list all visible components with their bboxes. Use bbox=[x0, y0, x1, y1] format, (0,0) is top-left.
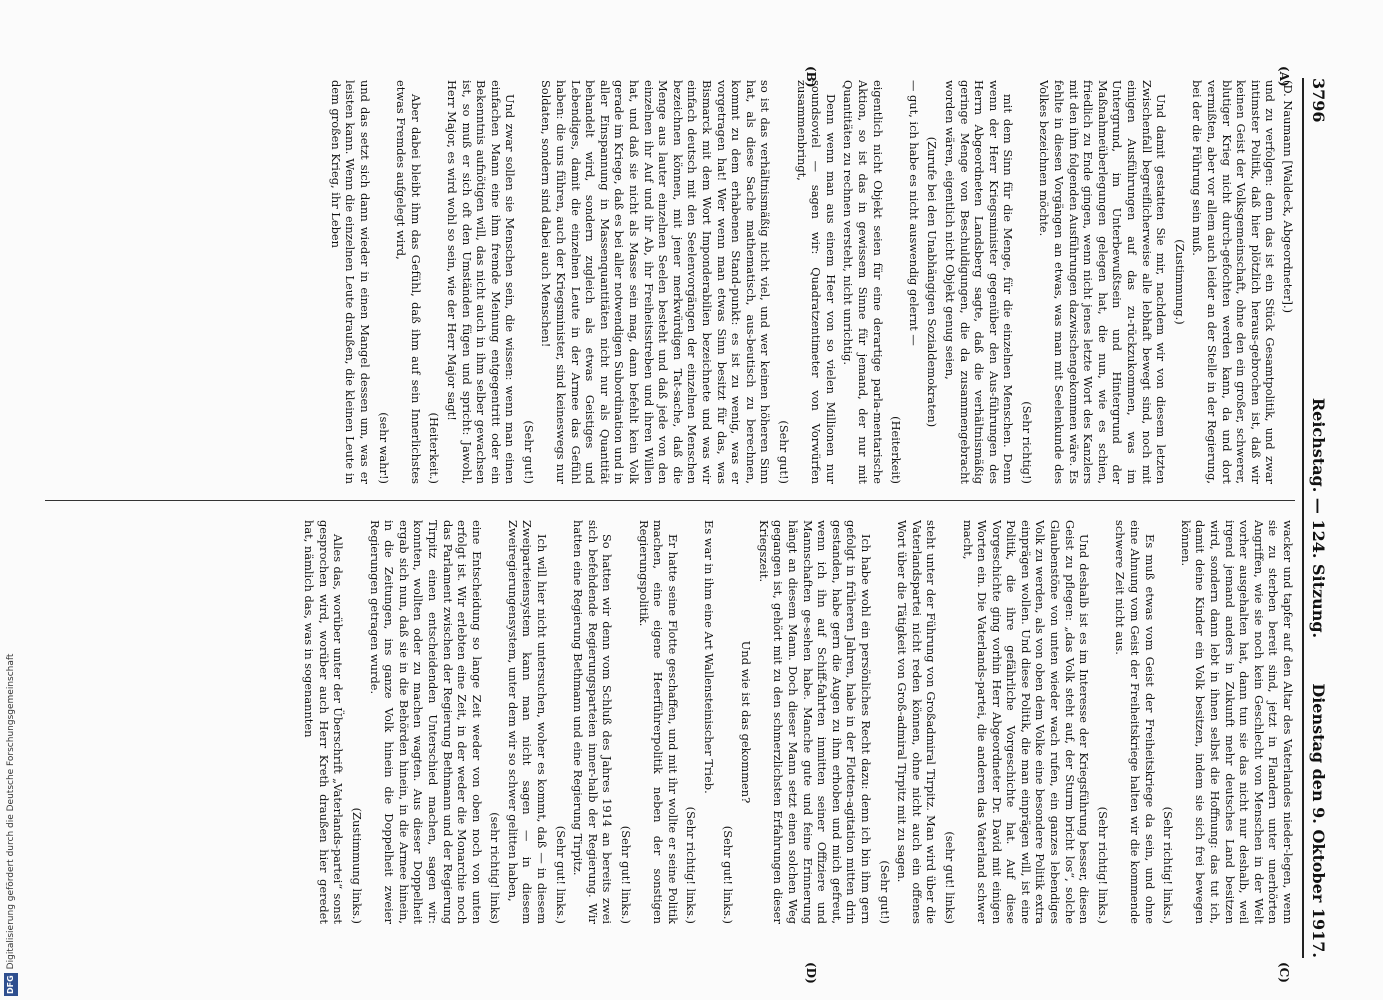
paragraph: Aber dabei bleibt ihm das Gefühl, daß ihm auf sein Innerlichstes etwas Fremdes aufgelegt wird, bbox=[394, 80, 423, 484]
paragraph: Er hatte seine Flotte geschaffen, und mit ihr wollte er seine Politik machen, eine eigene Heerführerpolitik neben der sonstigen Regierungspolitik. bbox=[636, 520, 680, 924]
paragraph: mit dem Sinn für die Menge, für die einzelnen Menschen. Denn wenn der Herr Kriegsminister gegenüber den Aus-führungen des Herrn Abgeordneten Landsberg sagte, daß die verhältnismäßig geringe Menge von Beschuldigungen, die da zusammengebracht worden wären, eigentlich nicht Objekt genug seien, bbox=[942, 80, 1016, 484]
margin-marker-a: (A) bbox=[1277, 66, 1291, 87]
interjection: (Heiterkeit) bbox=[889, 416, 904, 484]
interjection: (Sehr gut! links.) bbox=[619, 825, 634, 924]
paragraph: Und deshalb ist es im Interesse der Kriegsführung besser, diesen Geist zu pflegen: „das Volk steht auf, der Sturm bricht los“, solche Glaubenstöne von unten wieder wach rufen, ein ganzes lebendiges Volk zu werden, als von oben dem Volke eine besondere Politik extra einprägen wollen. Und diese Politik, die man einprägen will, ist eine Politik, die ihre gefährliche Vorgeschichte hat. Auf diese Vorgeschichte ging vorhin Herr Abgeordneter Dr. David mit einigen Worten ein. Die Vaterlands-partei, die anderen das Vaterland schwer macht, bbox=[960, 520, 1092, 924]
column-divider bbox=[45, 500, 1295, 501]
paragraph: wacker und tapfer auf den Altar des Vaterlandes nieder-legen, wenn sie zu sterben bereit sind, jetzt in Flandern unter unerhörten Angriffen, wie sie noch kein Geschlecht von Menschen in der Welt vorher ausgehalten hat, dann tun sie das nicht nur deshalb, weil irgend jemand anders in Zukunft mehr deutsches Land besitzen wird, sondern dann lebt in ihnen selbst die Hoffnung: das tut ich, damit deine Kinder ein Volk besitzen, indem sie sich frei bewegen können. bbox=[1178, 520, 1295, 924]
session-date: Dienstag den 9. Oktober 1917. bbox=[1309, 683, 1328, 958]
margin-marker-b: (B) bbox=[804, 66, 818, 88]
interjection: (Sehr richtig!) bbox=[1019, 401, 1034, 484]
page-header bbox=[1302, 78, 1328, 958]
dfg-logo: DFG bbox=[4, 973, 18, 996]
paragraph: und zu verfolgen: denn das ist ein Stück Gesamtpolitik, und zwar intimster Politik, daß hier plötzlich heraus-gebrochen ist, daß wir keinen Geist der Volksgemeinschaft, ohne den ein großer, schwerer, blutiger Krieg nicht durch-gefochten werden kann, da und dort vermißten, aber vor allem auch leider an der Stelle in der Regierung, bei der die Führung sein muß. bbox=[1190, 80, 1278, 484]
paragraph: Und zwar sollen sie Menschen sein, die wissen: wenn man einen einfachen Mann eine ihm fremde Meinung entgegentritt oder ein Bekenntnis aufnötigen will, das nicht auch in ihm selber gewachsen ist, so muß er sich oft den Umständen fügen und spricht: Jawohl, Herr Major, es wird wohl so sein, wie der Herr Major sagt! bbox=[444, 80, 518, 484]
paragraph: eigentlich nicht Objekt seien für eine derartige parla-mentarische Aktion, so ist das in gewissem Sinne für jemand, der nur mit Quantitäten zu rechnen versteht, nicht unrichtig. bbox=[841, 80, 885, 484]
digitization-footer bbox=[4, 4, 18, 996]
paragraph: Denn wenn man aus einem Heer von so vielen Millionen nur soundsoviel — sagen wir: Quadratzentimeter von Vorwürfen zusammenbringt, bbox=[794, 80, 838, 484]
interjection: (Sehr gut!) bbox=[877, 860, 892, 924]
paragraph: Alles das, worüber unter der Überschrift „Vaterlands-partei“ sonst gesprochen wird, worüber auch Herr Kreth draußen hier geredet hat, nämlich das, was in sogenannten bbox=[302, 520, 346, 924]
interjection: (Sehr gut! links.) bbox=[720, 825, 735, 924]
interjection: (sehr wahr!) bbox=[376, 412, 391, 484]
interjection: (Sehr gut!) bbox=[521, 420, 536, 484]
interjection: (Zustimmung links.) bbox=[349, 807, 364, 924]
interjection: (Zurufe bei den Unabhängigen Sozialdemokraten) bbox=[925, 136, 940, 428]
right-text-column bbox=[45, 520, 1295, 924]
session-title: Reichstag. — 124. Sitzung. bbox=[1309, 397, 1328, 639]
margin-marker-d: (D) bbox=[804, 962, 818, 984]
interjection: (Sehr richtig! links.) bbox=[1161, 806, 1176, 924]
interjection: (Sehr gut!) bbox=[777, 420, 791, 484]
footer-credit-text: Digitalisierung gefördert durch die Deutsche Forschungsgemeinschaft bbox=[6, 653, 16, 970]
paragraph: So hatten wir denn vom Schluß des Jahres 1914 an bereits zwei sich befehdende Regierungsparteien inner-halb der Regierung. Wir hatten eine Regierung Bethmann und eine Regierung Tirpitz. bbox=[571, 520, 615, 924]
interjection: (sehr richtig! links) bbox=[488, 812, 503, 924]
margin-marker-c: (C) bbox=[1277, 962, 1291, 983]
paragraph: eine Entscheidung so lange Zeit weder von oben noch von unten erfolgt ist. Wir erlebten eine Zeit, in der weder die Monarchie noch das Parlament zwischen der Regierung Bethmann und der Regierung Tirpitz einen entscheidenden Unterschied machen, sagen wir: konnten, wollten oder zu machen wagten. Aus dieser Doppelheit ergab sich nun, daß sie in die Behörden hinein, in die Armee hinein, in die Zeitungen, ins ganze Volk hinein die Doppelheit zweier Regierungen getragen wurde. bbox=[367, 520, 484, 924]
paragraph: steht unter der Führung von Großadmiral Tirpitz. Man wird über die Vaterlandspartei nicht reden können, ohne nicht auch ein offenes Wort über die Tätigkeit von Groß-admiral Tirpitz mit zu sagen. bbox=[895, 520, 939, 924]
paragraph: und das setzt sich dann wieder in einen Mangel dessen um, was er leisten kann. Wenn die einzelnen Leute draußen, die kleinen Leute in dem großen Krieg, ihr Leben bbox=[328, 80, 372, 484]
left-text-column bbox=[45, 80, 1295, 484]
paragraph: (D. Naumann [Waldeck, Abgeordneter].) bbox=[1281, 80, 1295, 314]
interjection: (sehr gut! links) bbox=[942, 831, 957, 924]
interjection: (Sehr richtig! links.) bbox=[684, 806, 699, 924]
paragraph: Ich habe wohl ein persönliches Recht dazu: denn ich bin ihm gern gefolgt in früheren Jahren, habe in der Flotten-agitation mitten drin gestanden, habe gern die Augen zu ihm erhoben und mich gefreut, wenn ich ihn auf Schiff-fahrten inmitten seiner Offiziere und Mannschaften ge-sehen habe. Manche gute und feine Erinnerung hängt an diesem Mann. Doch dieser Mann setzt einen solchen Weg gegangen ist, gehört mit zu den schmerzlichsten Erfahrungen dieser Kriegszeit. bbox=[756, 520, 873, 924]
interjection: (Sehr gut! links.) bbox=[553, 825, 568, 924]
paragraph: — gut, ich habe es nicht auswendig gelernt — bbox=[906, 80, 921, 346]
interjection: (Sehr richtig! links.) bbox=[1095, 806, 1110, 924]
page-number: 3796 bbox=[1309, 78, 1328, 123]
paragraph: Ich will hier nicht untersuchen, woher es kommt, daß — in diesem Zweiparteiensystem kann man nicht sagen — in diesem Zweiregierungensystem, unter dem wir so schwer gelitten haben, bbox=[505, 520, 550, 924]
paragraph: so ist das verhältnismäßig nicht viel, und wer keinen höheren Sinn hat, als diese Sache mathematisch, aus-beutisch zu berechnen, kommt zu dem erhabenen Stand-punkt: es ist zu wenig, was er vorgetragen hat! Wer wenn man etwas Sinn besitzt für das, was Bismarck mit dem Wort Imponderabilien bezeichnete und was wir einfach deutsch mit den Seelenvorgängen der einzelnen Menschen bezeichnen können, mit jener merkwürdigen Tat-sache, daß die Menge aus lauter einzelnen Seelen besteht und daß jede von den einzelnen ihr Auf und ihr Ab, ihr Freiheitsstreben und ihren Willen hat, und daß sie nicht als Masse sein mag, dann befehlt kein Volk gerade im Kriege, daß es bei aller notwendigen Subordination und in aller Einspannung in Massenquantitäten nicht nur als Quantität behandelt wird, sondern zugleich als etwas Geistiges und Lebendiges, damit die einzelnen Leute in der Armee das Gefühl haben: die uns führen, auch der Kriegsminister, sind keineswegs nur Soldaten, sondern sind dabei auch Menschen! bbox=[539, 80, 773, 484]
interjection: Und wie ist das gekommen? bbox=[739, 640, 754, 804]
interjection: (Heiterkeit.) bbox=[427, 412, 442, 484]
paragraph: Und damit gestatten Sie mir, nachdem wir von diesem letzten Zwischenfall begreiflicherweise alle lebhaft bewegt sind, noch mit einigen Ausführungen auf das zu-rückzukommen, was im Untergrund, im Unterbewußtsein und Hintergrund der Maßnahmeüberlegungen gelegen hat, die nun, wie es schien, friedlich zu Ende gingen, wenn nicht jenes letzte Wort des Kanzlers mit den ihm folgenden Ausführungen dazwischengekommen wäre. Es fehlte in diesen Vorgängen an etwas, was man mit Seelenkunde des Volkes bezeichnen möchte. bbox=[1037, 80, 1169, 484]
paragraph: Es muß etwas vom Geist der Freiheitskriege da sein, und ohne eine Ahnung vom Geist der Freiheitskriege halten wir die kommende schwere Zeit nicht aus. bbox=[1113, 520, 1157, 924]
paragraph: Es war in ihm eine Art Wallensteinischer Trieb. bbox=[702, 520, 717, 794]
interjection: (Zustimmung.) bbox=[1172, 239, 1187, 325]
